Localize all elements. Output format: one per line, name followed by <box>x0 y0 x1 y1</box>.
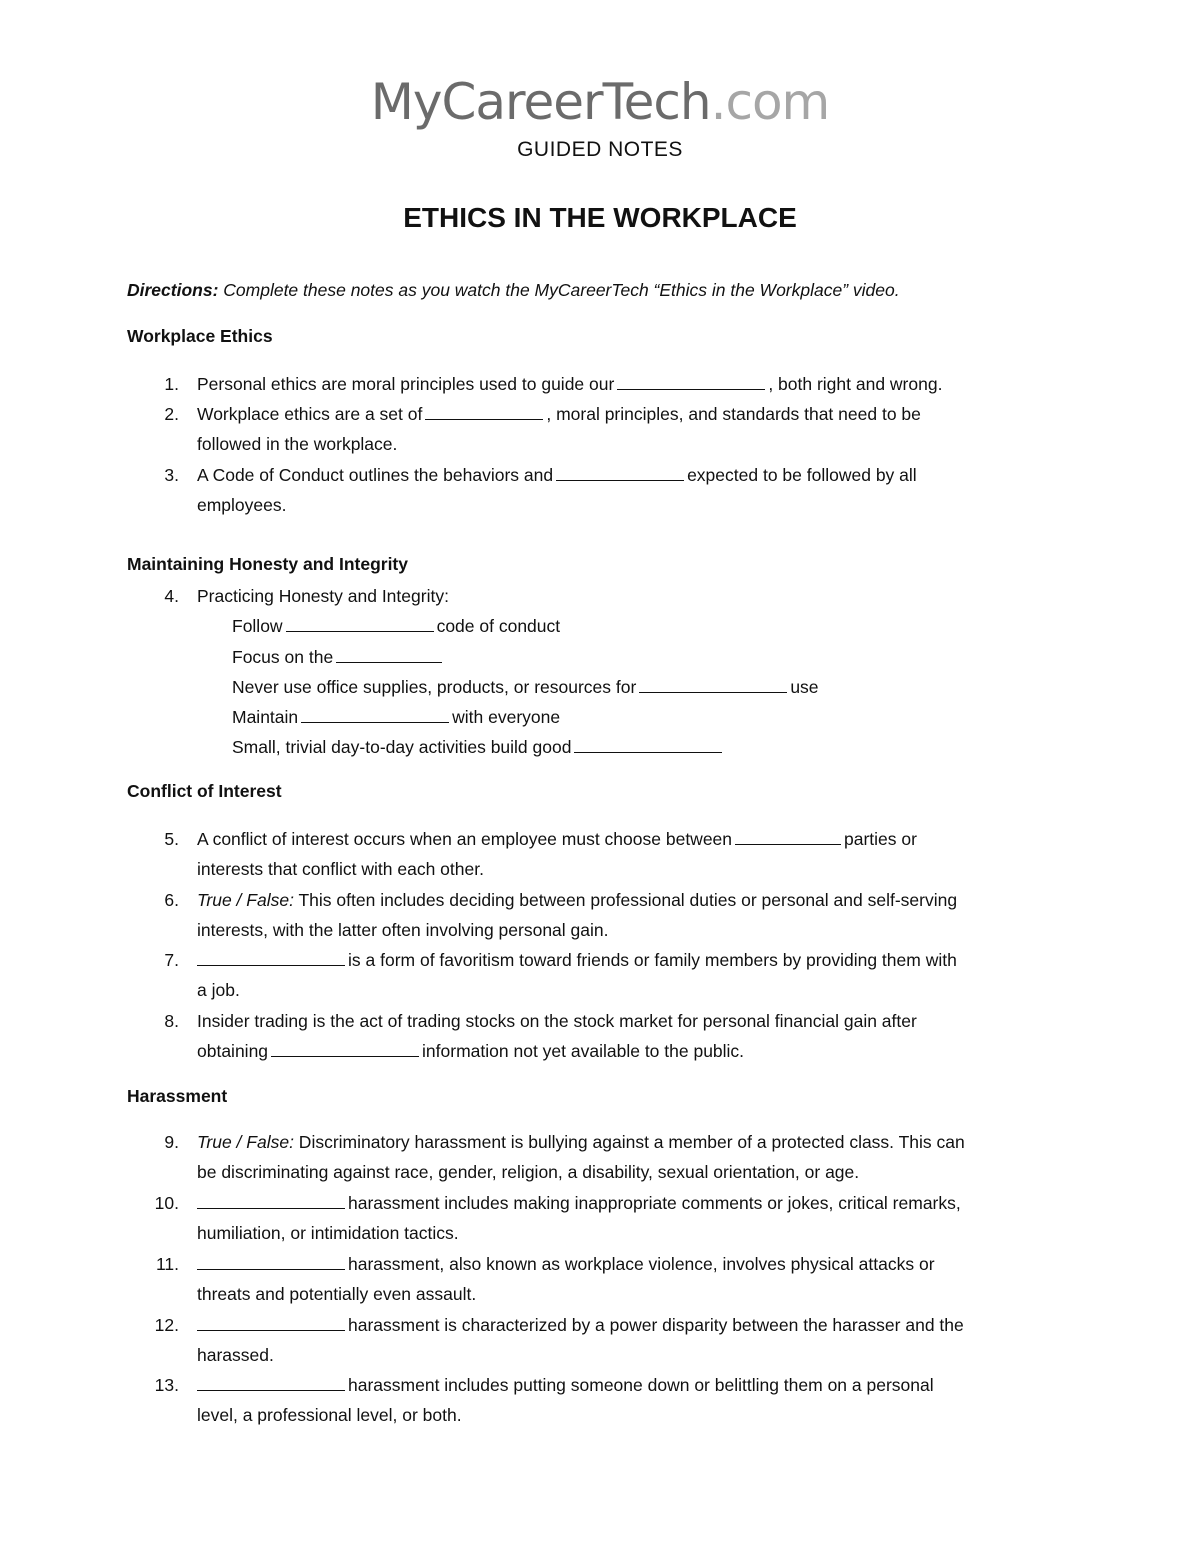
question-text: humiliation, or intimidation tactics. <box>197 1223 459 1244</box>
sub-item-text: code of conduct <box>436 616 561 636</box>
answer-blank[interactable] <box>735 828 841 845</box>
question-text: This often includes deciding between professional duties or personal and self-serving <box>293 890 958 910</box>
question-text: Insider trading is the act of trading stocks on the stock market for personal financial gain after <box>197 1011 917 1031</box>
question-text: is a form of favoritism toward friends or family members by providing them with <box>348 950 957 970</box>
logo-tld: .com <box>710 73 830 131</box>
section-heading-honesty: Maintaining Honesty and Integrity <box>127 554 408 574</box>
sub-item-text: Follow <box>232 616 283 636</box>
answer-blank[interactable] <box>617 373 765 390</box>
directions <box>127 280 1087 301</box>
question-text: , moral principles, and standards that need to be <box>546 404 921 424</box>
question-number: 2. <box>164 404 179 424</box>
question-number: 1. <box>164 374 179 394</box>
sub-item <box>232 672 819 702</box>
answer-blank[interactable] <box>425 403 543 420</box>
question-text: be discriminating against race, gender, religion, a disability, sexual orientation, or age. <box>197 1162 860 1183</box>
question-text: , both right and wrong. <box>768 374 943 394</box>
answer-blank[interactable] <box>197 1192 345 1209</box>
question-number: 11. <box>155 1254 179 1274</box>
question-number: 4. <box>164 586 179 606</box>
question-text: harassment is characterized by a power disparity between the harasser and the <box>348 1315 964 1335</box>
true-false-label: True / False: <box>197 890 294 910</box>
question-text: A conflict of interest occurs when an employee must choose between <box>197 829 733 849</box>
question-text: information not yet available to the public. <box>422 1041 745 1062</box>
question-number: 5. <box>164 829 179 849</box>
question-text: expected to be followed by all <box>687 465 917 485</box>
sub-item-text: use <box>790 677 819 697</box>
question-text: level, a professional level, or both. <box>197 1405 462 1426</box>
question-text: interests that conflict with each other. <box>197 859 484 880</box>
question-text: Personal ethics are moral principles used to guide our <box>197 374 615 394</box>
question-number: 9. <box>164 1132 179 1152</box>
section-heading-harassment: Harassment <box>127 1086 228 1106</box>
question-number: 3. <box>164 465 179 485</box>
directions-text: Complete these notes as you watch the MyCareerTech “Ethics in the Workplace” video. <box>218 280 900 300</box>
question-number: 12. <box>154 1315 179 1335</box>
answer-blank[interactable] <box>271 1040 419 1057</box>
question-text: harassment includes making inappropriate comments or jokes, critical remarks, <box>348 1193 961 1213</box>
question-text: followed in the workplace. <box>197 434 398 455</box>
question-text: employees. <box>197 495 287 516</box>
question-number: 8. <box>164 1011 179 1031</box>
answer-blank[interactable] <box>197 1314 345 1331</box>
sub-item <box>232 642 445 672</box>
question-text: interests, with the latter often involving personal gain. <box>197 920 609 941</box>
question-text: Discriminatory harassment is bullying against a member of a protected class. This can <box>293 1132 965 1152</box>
sub-item-text: Maintain <box>232 707 299 727</box>
logo <box>0 72 1200 132</box>
question-text: harassed. <box>197 1345 274 1366</box>
question-text: Workplace ethics are a set of <box>197 404 423 424</box>
answer-blank[interactable] <box>301 706 449 723</box>
sub-item-text: Focus on the <box>232 647 334 667</box>
question-number: 10. <box>154 1193 179 1213</box>
answer-blank[interactable] <box>197 1374 345 1391</box>
sub-item <box>232 732 725 762</box>
sub-item-text: Small, trivial day-to-day activities build good <box>232 737 572 757</box>
answer-blank[interactable] <box>197 949 345 966</box>
answer-blank[interactable] <box>639 676 787 693</box>
question-text: a job. <box>197 980 240 1001</box>
sub-item-text: Never use office supplies, products, or resources for <box>232 677 637 697</box>
question-number: 13. <box>154 1375 179 1395</box>
sub-item-text: with everyone <box>452 707 561 727</box>
question-text: parties or <box>844 829 917 849</box>
answer-blank[interactable] <box>574 736 722 753</box>
question-number: 6. <box>164 890 179 910</box>
question-text: harassment, also known as workplace violence, involves physical attacks or <box>348 1254 935 1274</box>
sub-item <box>232 611 560 641</box>
section-heading-workplace-ethics: Workplace Ethics <box>127 326 273 346</box>
question-text: harassment includes putting someone down or belittling them on a personal <box>348 1375 934 1395</box>
page-title: ETHICS IN THE WORKPLACE <box>403 202 797 233</box>
answer-blank[interactable] <box>336 646 442 663</box>
answer-blank[interactable] <box>286 615 434 632</box>
question-number: 7. <box>164 950 179 970</box>
question-text: threats and potentially even assault. <box>197 1284 477 1305</box>
question-text: Practicing Honesty and Integrity: <box>197 586 449 606</box>
section-heading-conflict: Conflict of Interest <box>127 781 282 801</box>
sub-item <box>232 702 560 732</box>
subtitle: GUIDED NOTES <box>517 138 683 161</box>
answer-blank[interactable] <box>197 1253 345 1270</box>
answer-blank[interactable] <box>556 464 684 481</box>
directions-label: Directions: <box>127 280 219 300</box>
question-text: obtaining <box>197 1041 269 1062</box>
true-false-label: True / False: <box>197 1132 294 1152</box>
question-text: A Code of Conduct outlines the behaviors and <box>197 465 554 485</box>
logo-brand: MyCareerTech <box>370 73 711 131</box>
